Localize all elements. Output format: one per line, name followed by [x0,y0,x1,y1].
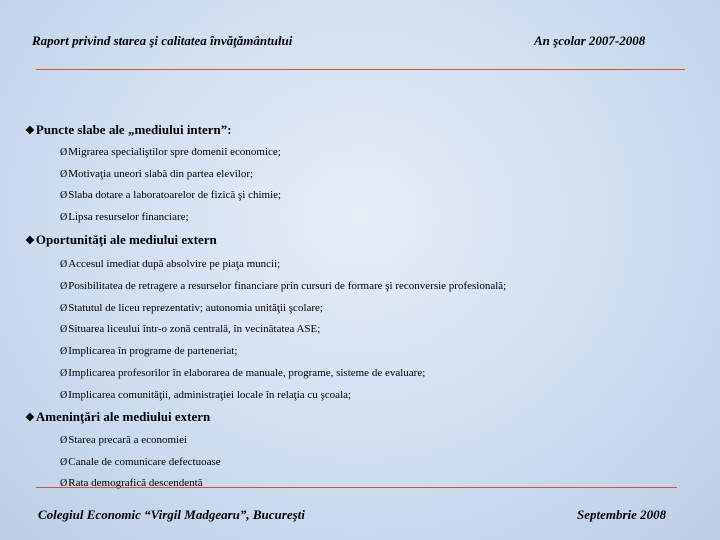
list-item: ØImplicarea profesorilor în elaborarea de manuale, programe, sisteme de evaluare; [60,367,426,379]
diamond-bullet-icon: ❖ [25,235,35,247]
arrow-bullet-icon: Ø [60,368,68,379]
arrow-bullet-icon: Ø [60,169,68,180]
list-item: ØPosibilitatea de retragere a resurselor financiare prin cursuri de formare şi reconversie profesională; [60,280,507,292]
arrow-bullet-icon: Ø [60,478,68,489]
footer-institution: Colegiul Economic “Virgil Madgearu”, Bucureşti [38,507,305,522]
header-school-year: An şcolar 2007-2008 [534,33,646,48]
footer-rule [36,487,677,488]
header-title: Raport privind starea şi calitatea învăţământului [32,33,293,48]
arrow-bullet-icon: Ø [60,346,68,357]
list-item: ØMigrarea specialiştilor spre domenii economice; [60,146,281,158]
arrow-bullet-icon: Ø [60,259,68,270]
list-item: ØSlaba dotare a laboratoarelor de fizică şi chimie; [60,189,282,201]
arrow-bullet-icon: Ø [60,324,68,335]
arrow-bullet-icon: Ø [60,281,68,292]
list-item: ØCanale de comunicare defectuoase [60,456,221,468]
diamond-bullet-icon: ❖ [25,412,35,424]
arrow-bullet-icon: Ø [60,147,68,158]
arrow-bullet-icon: Ø [60,303,68,314]
list-item: ØMotivaţia uneori slabă din partea elevilor; [60,168,254,180]
arrow-bullet-icon: Ø [60,190,68,201]
list-item: ØAccesul imediat după absolvire pe piaţa muncii; [60,258,281,270]
footer-date: Septembrie 2008 [577,507,667,522]
list-item: ØImplicarea în programe de parteneriat; [60,345,238,357]
section-title-threats: ❖Ameninţări ale mediului extern [25,409,211,424]
list-item: ØRata demografică descendentă [60,477,203,489]
list-item: ØImplicarea comunităţii, administraţiei locale în relaţia cu şcoala; [60,389,352,401]
section-title-opportunities: ❖Oportunităţi ale mediului extern [25,232,217,247]
arrow-bullet-icon: Ø [60,212,68,223]
arrow-bullet-icon: Ø [60,390,68,401]
section-title-weaknesses: ❖Puncte slabe ale „mediului intern”: [25,122,232,137]
list-item: ØStatutul de liceu reprezentativ; autonomia unităţii şcolare; [60,302,323,314]
list-item: ØStarea precară a economiei [60,434,188,446]
list-item: ØSituarea liceului într-o zonă centrală, în vecinătatea ASE; [60,323,321,335]
diamond-bullet-icon: ❖ [25,125,35,137]
list-item: ØLipsa resurselor financiare; [60,211,189,223]
header-rule [36,69,685,70]
arrow-bullet-icon: Ø [60,457,68,468]
arrow-bullet-icon: Ø [60,435,68,446]
